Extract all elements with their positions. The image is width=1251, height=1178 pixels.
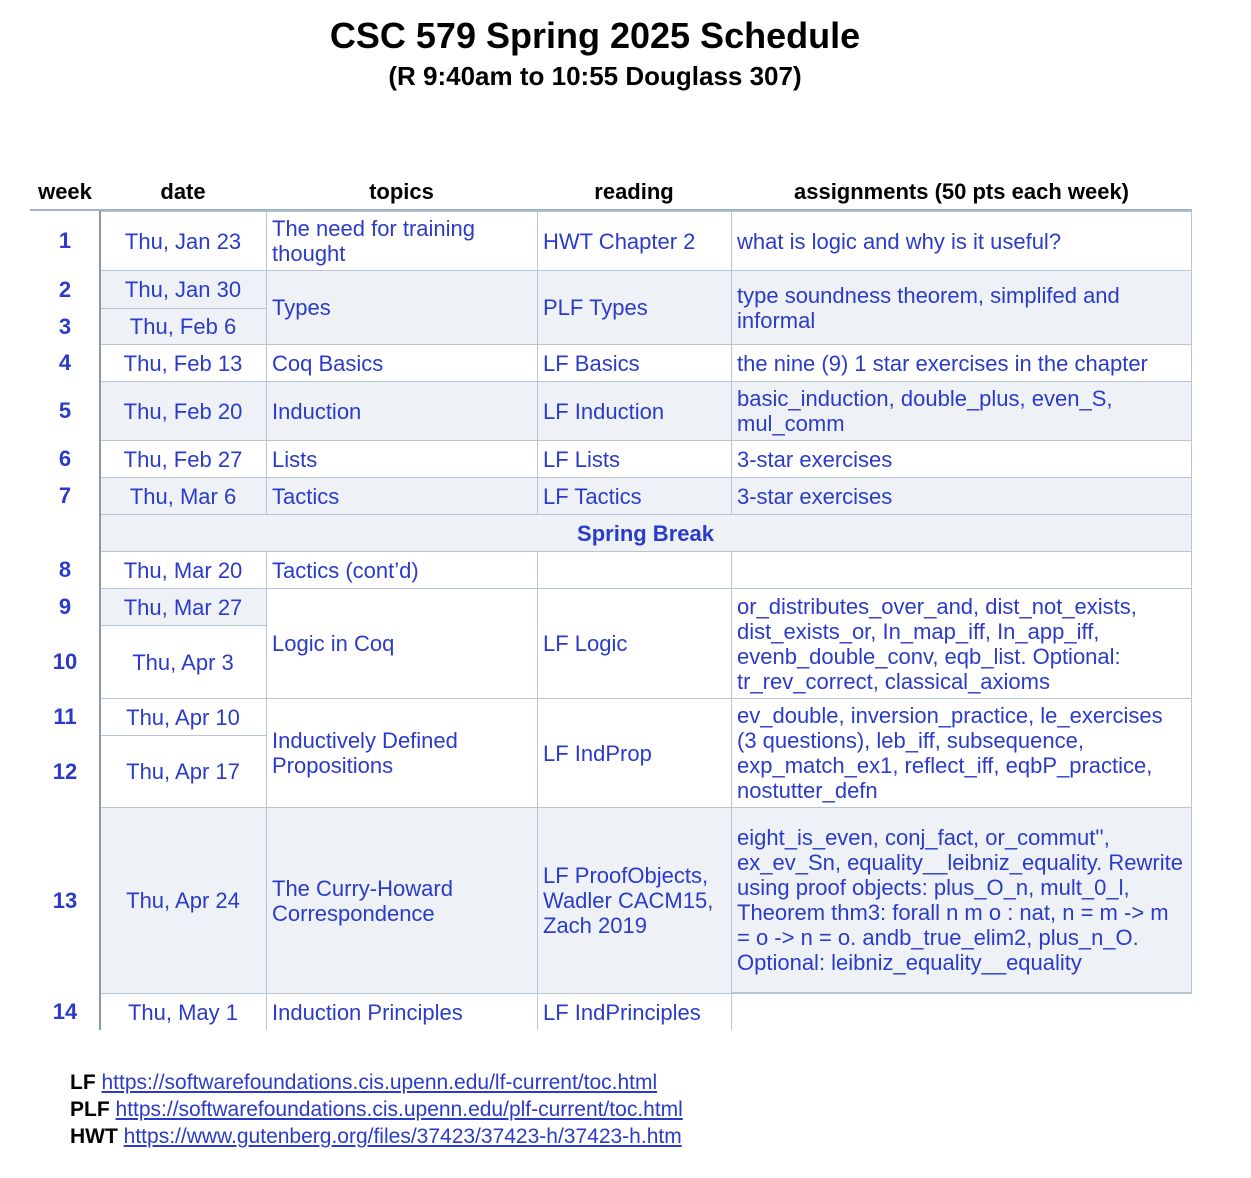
date-cell: Thu, Feb 13 [100, 344, 266, 381]
header-assignments: assignments (50 pts each week) [793, 179, 1130, 204]
references [70, 1069, 683, 1150]
week-number: 12 [52, 758, 78, 784]
assignment-cell: type soundness theorem, simplifed and informal [731, 270, 1192, 344]
reading-cell: LF Lists [537, 440, 731, 477]
header-week: week [38, 179, 92, 204]
assignment-cell [731, 993, 1192, 1030]
topic-cell: Lists [266, 440, 537, 477]
reading-cell [537, 551, 731, 588]
week-number: 3 [58, 313, 72, 339]
date-cell: Thu, Apr 3 [100, 625, 266, 698]
reference-label: LF [70, 1071, 96, 1094]
assignment-cell: 3-star exercises [731, 440, 1192, 477]
reference-hwt [70, 1123, 683, 1150]
header-topics: topics [369, 179, 434, 204]
reference-link-hwt[interactable]: https://www.gutenberg.org/files/37423/37423-h/37423-h.htm [123, 1125, 682, 1148]
week-number: 9 [58, 594, 72, 619]
date-cell: Thu, Apr 24 [100, 807, 266, 993]
assignment-cell: eight_is_even, conj_fact, or_commut'', ex_ev_Sn, equality__leibniz_equality. Rewrite using proof objects: plus_O_n, mult_0_l, Theorem thm3: forall n m o : nat, n = m -> m = o -> n = o. andb_true_elim2, plus_n_O. Optional: leibniz_equality__equality [731, 807, 1192, 993]
week-number: 8 [58, 557, 72, 582]
assignment-cell: the nine (9) 1 star exercises in the chapter [731, 344, 1192, 381]
week-number: 10 [52, 649, 78, 674]
reading-cell: LF IndProp [537, 698, 731, 807]
date-cell: Thu, Mar 27 [100, 588, 266, 625]
week-number: 7 [58, 483, 72, 508]
week-number: 1 [58, 228, 72, 253]
reading-cell: LF Induction [537, 381, 731, 440]
header-date: date [160, 179, 206, 204]
date-cell: Thu, Jan 23 [100, 211, 266, 270]
topic-cell: Logic in Coq [266, 588, 537, 698]
topic-cell: The need for training thought [266, 211, 537, 270]
page-subtitle: (R 9:40am to 10:55 Douglass 307) [388, 61, 802, 91]
topic-cell: Types [266, 270, 537, 344]
topic-cell: Tactics [266, 477, 537, 514]
week-number: 4 [58, 350, 72, 375]
reading-cell: LF Logic [537, 588, 731, 698]
assignment-cell: 3-star exercises [731, 477, 1192, 514]
header-reading: reading [594, 179, 674, 204]
week-number: 14 [52, 999, 78, 1024]
assignment-cell [731, 551, 1192, 588]
assignment-cell: what is logic and why is it useful? [731, 211, 1192, 270]
date-cell: Thu, May 1 [100, 993, 266, 1030]
week-number: 2 [58, 276, 72, 302]
date-cell: Thu, Feb 20 [100, 381, 266, 440]
assignment-cell: or_distributes_over_and, dist_not_exists, dist_exists_or, In_map_iff, In_app_iff, evenb_double_conv, eqb_list. Optional: tr_rev_correct, classical_axioms [731, 588, 1192, 698]
page-title: CSC 579 Spring 2025 Schedule [329, 15, 861, 56]
topic-cell: Inductively Defined Propositions [266, 698, 537, 807]
assignment-cell: basic_induction, double_plus, even_S, mul_comm [731, 381, 1192, 440]
date-cell: Thu, Feb 6 [100, 308, 266, 344]
date-cell: Thu, Apr 17 [100, 735, 266, 807]
reference-label: PLF [70, 1098, 110, 1121]
week-number: 5 [58, 398, 72, 423]
date-cell: Thu, Jan 30 [100, 270, 266, 308]
date-cell: Thu, Mar 20 [100, 551, 266, 588]
reading-cell: LF IndPrinciples [537, 993, 731, 1030]
reading-cell: LF Basics [537, 344, 731, 381]
topic-cell: Coq Basics [266, 344, 537, 381]
date-cell: Thu, Feb 27 [100, 440, 266, 477]
week-number: 11 [53, 704, 77, 729]
date-cell: Thu, Mar 6 [100, 477, 266, 514]
reading-cell: LF Tactics [537, 477, 731, 514]
topic-cell: Tactics (cont’d) [266, 551, 537, 588]
topic-cell: Induction Principles [266, 993, 537, 1030]
reading-cell: HWT Chapter 2 [537, 211, 731, 270]
reading-cell: LF ProofObjects, Wadler CACM15, Zach 2019 [537, 807, 731, 993]
date-cell: Thu, Apr 10 [100, 698, 266, 735]
week-number: 13 [52, 887, 78, 913]
spring-break-row: Spring Break [100, 514, 1192, 551]
topic-cell: Induction [266, 381, 537, 440]
reading-cell: PLF Types [537, 270, 731, 344]
assignment-cell: ev_double, inversion_practice, le_exercises (3 questions), leb_iff, subsequence, exp_match_ex1, reflect_iff, eqbP_practice, nostutter_defn [731, 698, 1192, 807]
week-number: 6 [58, 446, 72, 471]
reference-label: HWT [70, 1125, 118, 1148]
reference-lf [70, 1069, 683, 1096]
reference-link-plf[interactable]: https://softwarefoundations.cis.upenn.edu/plf-current/toc.html [115, 1098, 683, 1121]
topic-cell: The Curry-Howard Correspondence [266, 807, 537, 993]
reference-plf [70, 1096, 683, 1123]
column-divider [99, 211, 101, 1030]
reference-link-lf[interactable]: https://softwarefoundations.cis.upenn.edu/lf-current/toc.html [101, 1071, 658, 1094]
